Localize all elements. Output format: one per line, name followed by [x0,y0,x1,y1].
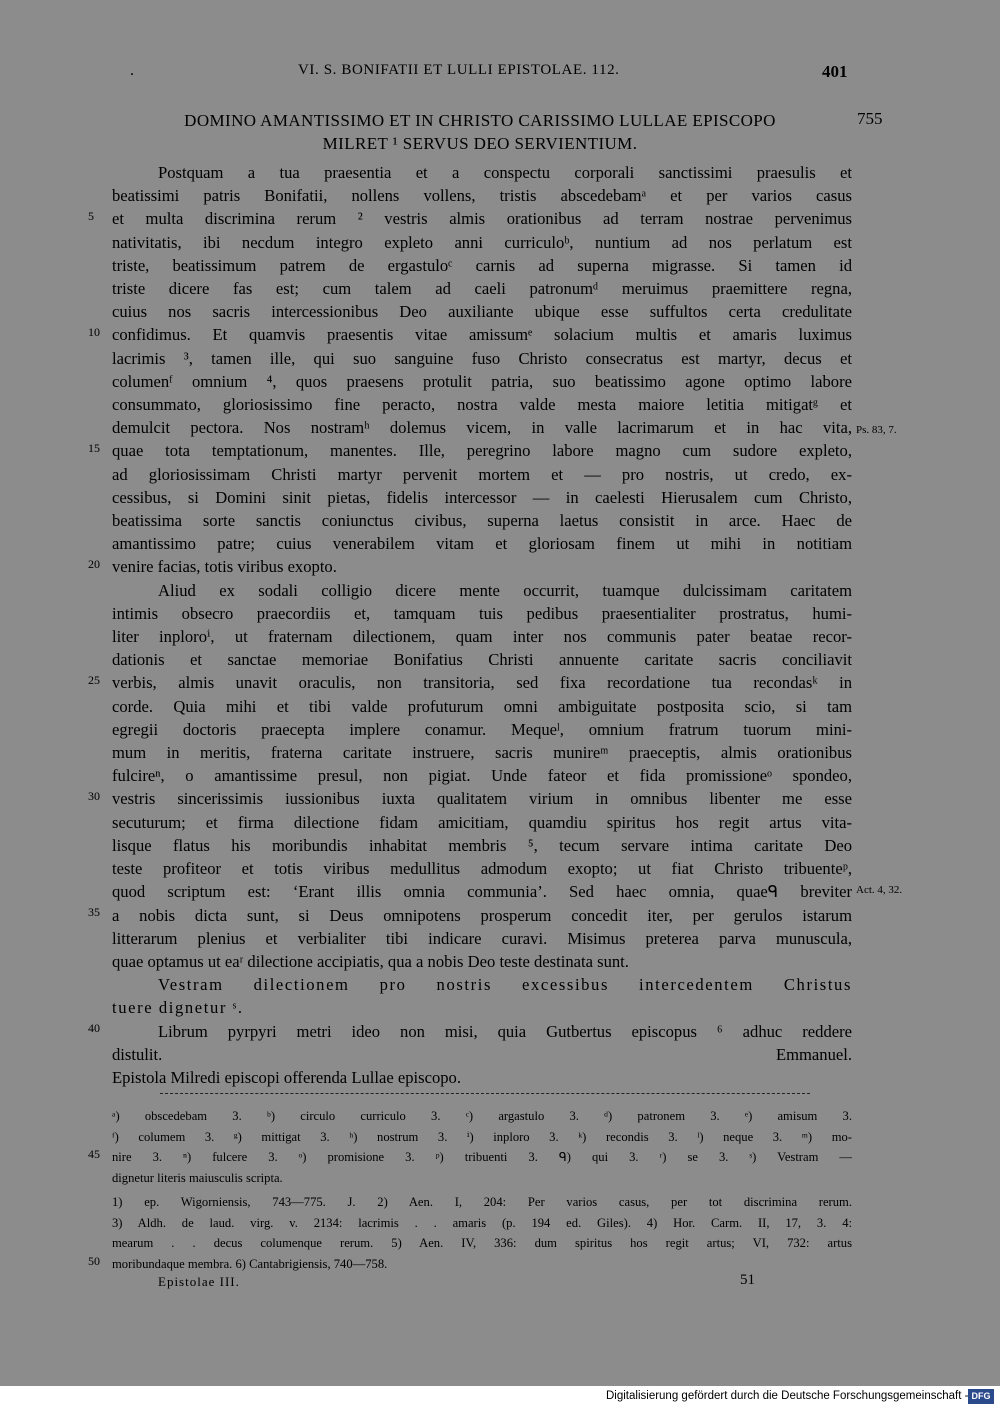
body-line: dationis et sanctae memoriae Bonifatius Christi annuente caritate sacris conciliavit [112,650,852,670]
body-line: Librum pyrpyri metri ideo non misi, quia Gutbertus episcopus ⁶ adhuc reddere [158,1021,852,1041]
signature-number: 51 [740,1272,755,1288]
body-line: Epistola Milredi episcopi offerenda Lullae episcopo. [112,1067,461,1087]
letter-heading-line-1: DOMINO AMANTISSIMO ET IN CHRISTO CARISSIMO LULLAE EPISCOPO [184,111,776,130]
variant-note-line: ᵃ) obscedebam 3. ᵇ) circulo curriculo 3. ᶜ) argastulo 3. ᵈ) patronem 3. ᵉ) amisum 3. [112,1109,852,1123]
margin-year: 755 [857,109,883,128]
line-number: 5 [88,209,94,223]
body-line: secuturum; et firma dilectione fidam amicitiam, quamdiu spiritus hos regit artus vita- [112,812,852,832]
body-line: demulcit pectora. Nos nostramʰ dolemus vicem, in valle lacrimarum et in hac vita, [112,418,852,438]
margin-reference: Act. 4, 32. [856,884,903,896]
body-line: amantissimo patre; cuius venerabilem vitam et gloriosam finem ut mihi in notitiam [112,534,852,554]
body-line: corde. Quia mihi et tibi valde profuturum omni ambiguitate postposita scio, si tam [112,696,852,716]
body-line: teste profiteor et totis viribus medullitus admodum exopto; ut fiat Christo tribuenteᵖ, [112,859,852,879]
body-line: lisque flatus his moribundis inhabitat membris ⁵, tecum servare intima caritate Deo [112,835,852,855]
body-line: liter inploroⁱ, ut fraternam dilectionem, quam inter nos communis pater beatae recor- [112,627,852,647]
body-line: nativitatis, ibi necdum integro expleto anni curriculoᵇ, nuntium ad nos perlatum est [112,232,852,252]
body-line: ad gloriosissimam Christi martyr pervenit mortem et — pro nostris, ut credo, ex- [112,464,852,484]
body-line: intimis obsecro praecordiis et, tamquam tuis pedibus praesentialiter prostratus, humi- [112,603,852,623]
body-line: cessibus, si Domini sinit pietas, fidelis intercessor — in caelesti Hierusalem cum Christo, [112,487,852,507]
body-line: beatissima sorte sanctis coniunctus civibus, superna laetus consistit in arce. Haec de [112,511,852,531]
source-notes [112,1192,852,1274]
body-line: vestris sincerissimis iussionibus iuxta qualitatem virium in omnibus libenter me esse [112,789,852,809]
body-line: confidimus. Et quamvis praesentis vitae amissumᵉ solacium multis et amaris luximus [112,325,852,345]
variant-note-line: nire 3. ⁿ) fulcere 3. ᵒ) promisione 3. ᵖ) tribuenti 3. ᑫ) qui 3. ʳ) se 3. ˢ) Vestram — [112,1150,852,1164]
line-number: 10 [88,325,100,339]
source-note-line: 1) ep. Wigorniensis, 743—775. J. 2) Aen. I, 204: Per varios casus, per tot discrimina rerum. [112,1195,852,1209]
line-number: 15 [88,441,100,455]
source-note-line: mearum . . decus columenque rerum. 5) Aen. IV, 336: dum spiritus hos regit artus; VI, 732: artus [112,1236,852,1250]
variant-note-line: ᶠ) columem 3. ᵍ) mittigat 3. ʰ) nostrum 3. ⁱ) inploro 3. ᵏ) recondis 3. ˡ) neque 3. ᵐ) mo- [112,1129,852,1144]
variant-note-line: dignetur literis maiusculis scripta. [112,1170,283,1185]
body-line: triste dicere fas est; cum talem ad caeli patronumᵈ meruimus praemittere regna, [112,279,852,299]
line-number: 25 [88,673,100,687]
letter-body [112,161,852,1089]
line-number: 45 [88,1147,100,1161]
line-number: 40 [88,1021,100,1035]
body-line: egregii doctoris praecepta implere conamur. Mequeˡ, omnium fratrum tuorum mini- [112,719,852,739]
line-number: 50 [88,1254,100,1268]
body-line: consummato, gloriosissimo fine peracto, nostra valde mesta maiore letitia mitigatᵍ et [112,395,852,415]
separator-rule [160,1093,810,1094]
signature-label: Epistolae III. [158,1274,240,1289]
running-head [0,62,1000,84]
digitization-footer [0,1386,1000,1409]
body-line: Postquam a tua praesentia et a conspectu corporali sanctissimi praesulis et [158,163,852,182]
running-head-dot: . [130,62,134,79]
body-line: litterarum plenius et verbialiter tibi indicare curavi. Misimus preterea parva munuscula, [112,928,852,948]
line-number: 35 [88,905,100,919]
body-line: fulcireⁿ, o amantissime presul, non pigiat. Unde fateor et fida promissioneᵒ spondeo, [112,766,852,786]
dfg-logo[interactable]: DFG [968,1389,994,1404]
footer-text: Digitalisierung gefördert durch die Deutsche Forschungsgemeinschaft - [606,1390,969,1402]
body-line: quae tota temptationum, manentes. Ille, peregrino labore magno cum sudore expleto, [112,441,852,461]
body-line: quae optamus ut eaʳ dilectione accipiatis, qua a nobis Deo teste destinata sunt. [112,951,629,971]
page-number: 401 [822,62,848,81]
letter-heading [110,109,850,155]
body-line: columenᶠ omnium ⁴, quos praesens protulit patria, suo beatissimo agone optimo labore [112,371,852,391]
margin-reference: Ps. 83, 7. [856,424,897,436]
body-line: Vestram dilectionem pro nostris excessibus intercedentem Christus [158,975,852,995]
running-head-title: VI. S. BONIFATII ET LULLI EPISTOLAE. 112. [298,62,620,78]
source-note-line: 3) Aldh. de laud. virg. v. 2134: lacrimis . . amaris (p. 194 ed. Giles). 4) Hor. Carm. II, 17, 3. 4: [112,1215,852,1230]
body-line: Aliud ex sodali colligio dicere mente occurrit, tuamque dulcissimam caritatem [158,580,852,600]
line-number: 20 [88,557,100,571]
letter-heading-line-2: MILRET ¹ SERVUS DEO SERVIENTIUM. [322,134,638,153]
body-line: quod scriptum est: ‘Erant illis omnia communia’. Sed haec omnia, quaeᑫ breviter [112,882,852,902]
body-line: lacrimis ³, tamen ille, qui suo sanguine fuso Christo consecratus est martyr, decus et [112,348,852,368]
variant-notes [112,1106,852,1188]
body-line: mum in meritis, fraterna caritate instruere, sacris munireᵐ praeceptis, almis orationibus [112,743,852,763]
source-note-line: moribundaque membra. 6) Cantabrigiensis, 740—758. [112,1256,388,1271]
body-line: a nobis dicta sunt, si Deus omnipotens prosperum concedit iter, per gerulos istarum [112,905,852,925]
body-line: distulit. Emmanuel. [112,1044,852,1064]
body-line: triste, beatissimum patrem de ergastuloᶜ carnis ad superna migrasse. Si tamen id [112,255,852,275]
body-line: verbis, almis unavit oraculis, non transitoria, sed fixa recordatione tua recondasᵏ in [112,673,852,693]
body-line: venire facias, totis viribus exopto. [112,557,337,577]
body-line: beatissimi patris Bonifatii, nollens vollens, tristis abscedebamᵃ et per varios casus [112,186,852,206]
line-number: 30 [88,789,100,803]
body-line: tuere dignetur ˢ. [112,998,244,1018]
body-line: et multa discrimina rerum ² vestris almis orationibus ad terram nostrae pervenimus [112,209,852,229]
body-line: cuius nos sacris intercessionibus Deo auxiliante ubique esse suffultos certa credulitate [112,302,852,322]
